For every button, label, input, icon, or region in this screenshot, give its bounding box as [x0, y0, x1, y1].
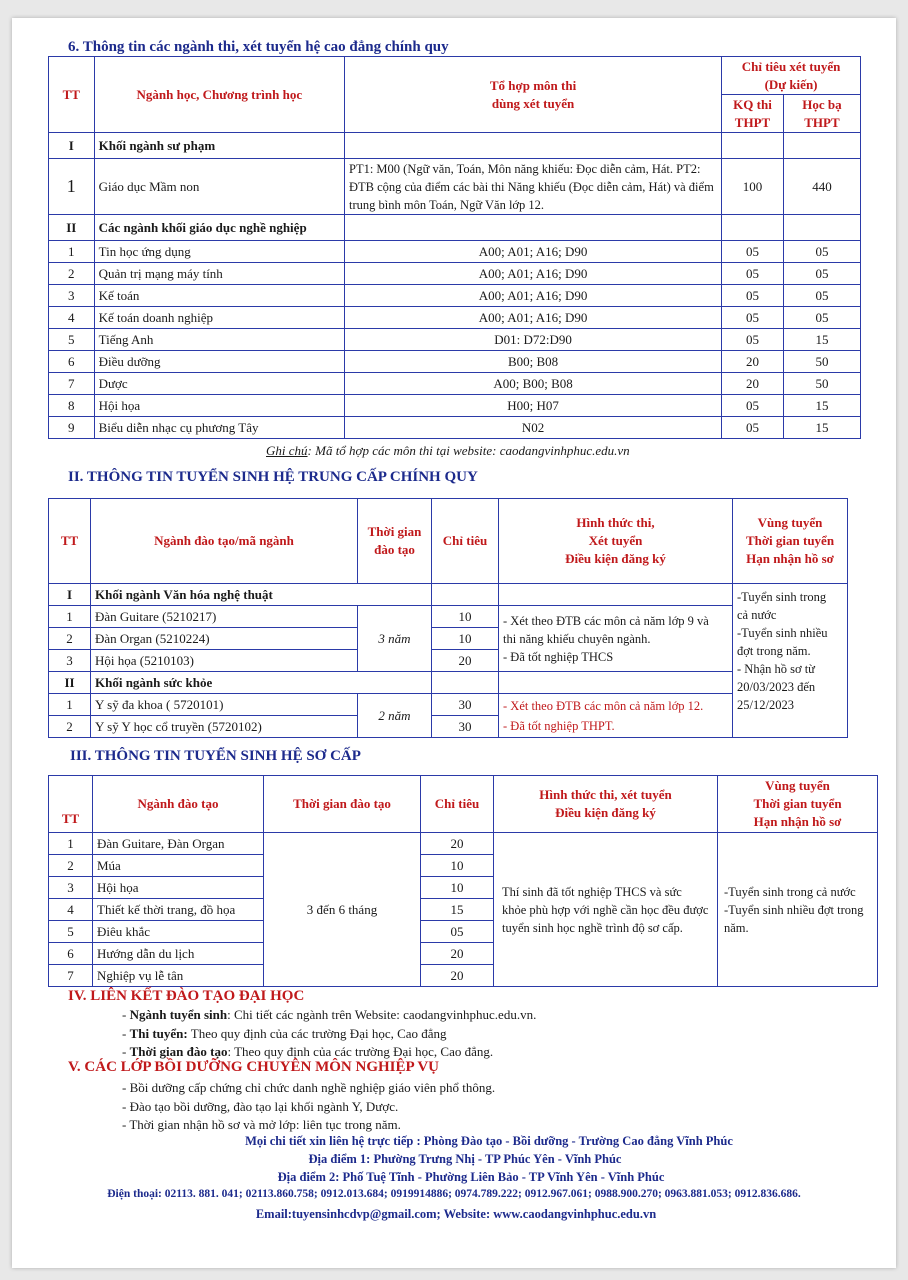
cell-hb: 05	[783, 307, 860, 329]
header-quota: Chỉ tiêu	[421, 776, 494, 833]
college-table	[48, 56, 861, 439]
cell-kq: 20	[722, 373, 784, 395]
cell-tt: 2	[49, 263, 95, 285]
list-item: - Đào tạo bồi dưỡng, đào tạo lại khối ngành Y, Dược.	[122, 1099, 399, 1114]
cell-name: Kế toán doanh nghiệp	[94, 307, 344, 329]
header-region: Vùng tuyển Thời gian tuyển Hạn nhận hồ sơ	[718, 776, 878, 833]
cell-name: Múa	[93, 855, 264, 877]
group-row: I Khối ngành sư phạm	[49, 133, 861, 159]
header-form: Hình thức thi, xét tuyển Điều kiện đăng ký	[494, 776, 718, 833]
header-combination: Tổ hợp môn thi dùng xét tuyển	[345, 57, 722, 133]
table-row	[49, 241, 861, 263]
cell-combo: A00; A01; A16; D90	[345, 263, 722, 285]
list-item: - Thi tuyển: Theo quy định của các trường Đại học, Cao đẳng	[122, 1026, 447, 1041]
table-row	[49, 285, 861, 307]
cell-name: Hội họa	[94, 395, 344, 417]
form-cell: - Xét theo ĐTB các môn cả năm lớp 9 và thi năng khiếu chuyên ngành. - Đã tốt nghiệp THCS	[499, 606, 733, 672]
cell-hb: 50	[783, 373, 860, 395]
document-page	[12, 18, 896, 1268]
cell-tt: 1	[49, 833, 93, 855]
cell-name: Tin học ứng dụng	[94, 241, 344, 263]
table-row	[49, 373, 861, 395]
cell-tt: 4	[49, 899, 93, 921]
region-cell: -Tuyển sinh trong cả nước -Tuyển sinh nhiều đợt trong năm. - Nhận hồ sơ từ 20/03/2023 đến 25/12/2023	[733, 584, 848, 738]
cell-tt: 7	[49, 373, 95, 395]
cell-tt: 6	[49, 943, 93, 965]
cell-name: Nghiệp vụ lễ tân	[93, 965, 264, 987]
section-5-title: V. CÁC LỚP BỒI DƯỠNG CHUYÊN MÔN NGHIỆP VỤ	[68, 1059, 440, 1075]
section-3-title: III. THÔNG TIN TUYỂN SINH HỆ SƠ CẤP	[70, 748, 361, 764]
cell-name: Điêu khắc	[93, 921, 264, 943]
cell-name: Tiếng Anh	[94, 329, 344, 351]
cell-hb: 15	[783, 417, 860, 439]
group-row: II Khối ngành sức khỏe	[49, 672, 848, 694]
cell-combo: N02	[345, 417, 722, 439]
cell-name: Quản trị mạng máy tính	[94, 263, 344, 285]
region-cell: -Tuyển sinh trong cả nước -Tuyển sinh nhiều đợt trong năm.	[718, 833, 878, 987]
cell-quota: 10	[421, 855, 494, 877]
cell-hb: 50	[783, 351, 860, 373]
table-row	[49, 395, 861, 417]
header-tt: TT	[49, 776, 93, 833]
cell-tt: 9	[49, 417, 95, 439]
contact-address-1: Địa điểm 1: Phường Trưng Nhị - TP Phúc Yên - Vĩnh Phúc	[308, 1152, 622, 1166]
cell-combo: A00; A01; A16; D90	[345, 285, 722, 307]
cell-kq: 20	[722, 351, 784, 373]
table-row	[49, 263, 861, 285]
header-tt: TT	[49, 57, 95, 133]
header-kq-thpt: KQ thi THPT	[722, 95, 784, 133]
intermediate-table	[48, 498, 848, 738]
duration-cell: 3 năm	[358, 606, 432, 672]
section-2-title: II. THÔNG TIN TUYỂN SINH HỆ TRUNG CẤP CHÍNH QUY	[68, 469, 478, 485]
table-row: 1 Y sỹ đa khoa ( 5720101) 2 năm 30 - Xét theo ĐTB các môn cả năm lớp 12. - Đã tốt nghiệp THPT.	[49, 694, 848, 716]
cell-name: Biểu diễn nhạc cụ phương Tây	[94, 417, 344, 439]
cell-quota: 10	[421, 877, 494, 899]
cell-name: Kế toán	[94, 285, 344, 307]
cell-quota: 15	[421, 899, 494, 921]
cell-quota: 05	[421, 921, 494, 943]
section-6-title: 6. Thông tin các ngành thi, xét tuyển hệ cao đẳng chính quy	[68, 39, 449, 55]
elementary-table	[48, 775, 878, 987]
cell-name: Đàn Guitare, Đàn Organ	[93, 833, 264, 855]
cell-kq: 05	[722, 307, 784, 329]
cell-name: Dược	[94, 373, 344, 395]
contact-address-2: Địa điểm 2: Phố Tuệ Tĩnh - Phường Liên Bảo - TP Vĩnh Yên - Vĩnh Phúc	[277, 1170, 665, 1184]
header-form: Hình thức thi, Xét tuyển Điều kiện đăng ký	[499, 499, 733, 584]
cell-kq: 05	[722, 241, 784, 263]
cell-kq: 05	[722, 417, 784, 439]
header-duration: Thời gian đào tạo	[264, 776, 421, 833]
section-4-title: IV. LIÊN KẾT ĐÀO TẠO ĐẠI HỌC	[68, 988, 305, 1004]
table-row	[49, 329, 861, 351]
table-row: 2 Y sỹ Y học cổ truyền (5720102) 30	[49, 716, 848, 738]
form-cell: - Xét theo ĐTB các môn cả năm lớp 12. - Đã tốt nghiệp THPT.	[499, 694, 733, 738]
cell-quota: 20	[421, 943, 494, 965]
cell-combo: B00; B08	[345, 351, 722, 373]
group-row: II Các ngành khối giáo dục nghề nghiệp	[49, 215, 861, 241]
list-item: - Ngành tuyển sinh: Chi tiết các ngành trên Website: caodangvinhphuc.edu.vn.	[122, 1007, 537, 1022]
cell-combo: A00; A01; A16; D90	[345, 241, 722, 263]
list-item: - Thời gian đào tạo: Theo quy định của các trường Đại học, Cao đẳng.	[122, 1044, 494, 1059]
table-row: 2 Đàn Organ (5210224) 10	[49, 628, 848, 650]
contact-line: Mọi chi tiết xin liên hệ trực tiếp : Phòng Đào tạo - Bồi dưỡng - Trường Cao đẳng Vĩnh Phúc	[245, 1134, 733, 1148]
table-row: 3 Hội họa (5210103) 20	[49, 650, 848, 672]
cell-quota: 20	[421, 965, 494, 987]
form-cell: Thí sinh đã tốt nghiệp THCS và sức khỏe phù hợp với nghề cần học đều được tuyển sinh học nghề trình độ sơ cấp.	[494, 833, 718, 987]
header-major: Ngành đào tạo/mã ngành	[91, 499, 358, 584]
table-row: 1 Giáo dục Mầm non PT1: M00 (Ngữ văn, Toán, Môn năng khiếu: Đọc diễn cảm, Hát. PT2: ĐTB cộng của điểm các bài thi Năng khiếu (Đọc diễn cảm, Hát) và điểm trung bình môn Toán, Ngữ Văn lớp 12. 100 440	[49, 159, 861, 215]
cell-name: Điều dưỡng	[94, 351, 344, 373]
table-row	[49, 351, 861, 373]
contact-email-website: Email:tuyensinhcdvp@gmail.com; Website: www.caodangvinhphuc.edu.vn	[255, 1207, 657, 1221]
cell-tt: 5	[49, 329, 95, 351]
cell-tt: 3	[49, 285, 95, 307]
cell-hb: 15	[783, 395, 860, 417]
header-region: Vùng tuyển Thời gian tuyển Hạn nhận hồ sơ	[733, 499, 848, 584]
cell-kq: 05	[722, 263, 784, 285]
table-row	[49, 307, 861, 329]
cell-name: Thiết kế thời trang, đồ họa	[93, 899, 264, 921]
header-quota: Chỉ tiêu	[432, 499, 499, 584]
table-row	[49, 833, 878, 855]
contact-phone: Điện thoại: 02113. 881. 041; 02113.860.758; 0912.013.684; 0919914886; 0974.789.222; 0912.967.061; 0988.900.270; 0963.881.053; 0912.836.686.	[107, 1188, 801, 1200]
cell-name: Hướng dẫn du lịch	[93, 943, 264, 965]
cell-hb: 05	[783, 285, 860, 307]
cell-combo: A00; A01; A16; D90	[345, 307, 722, 329]
cell-tt: 2	[49, 855, 93, 877]
header-major: Ngành đào tạo	[93, 776, 264, 833]
cell-tt: 3	[49, 877, 93, 899]
duration-cell: 3 đến 6 tháng	[264, 833, 421, 987]
header-duration: Thời gian đào tạo	[358, 499, 432, 584]
cell-hb: 15	[783, 329, 860, 351]
cell-tt: 8	[49, 395, 95, 417]
group-row: I Khối ngành Văn hóa nghệ thuật -Tuyển sinh trong cả nước -Tuyển sinh nhiều đợt trong năm. - Nhận hồ sơ từ 20/03/2023 đến 25/12/2023	[49, 584, 848, 606]
cell-kq: 05	[722, 285, 784, 307]
header-tt: TT	[49, 499, 91, 584]
header-quota: Chỉ tiêu xét tuyển (Dự kiến)	[722, 57, 861, 95]
cell-combo: H00; H07	[345, 395, 722, 417]
cell-quota: 20	[421, 833, 494, 855]
cell-combo: A00; B00; B08	[345, 373, 722, 395]
cell-tt: 1	[49, 241, 95, 263]
cell-tt: 5	[49, 921, 93, 943]
table-row: 1 Đàn Guitare (5210217) 3 năm 10 - Xét theo ĐTB các môn cả năm lớp 9 và thi năng khiếu chuyên ngành. - Đã tốt nghiệp THCS	[49, 606, 848, 628]
list-item: - Thời gian nhận hồ sơ và mở lớp: liên tục trong năm.	[122, 1117, 401, 1132]
cell-name: Hội họa	[93, 877, 264, 899]
cell-tt: 6	[49, 351, 95, 373]
cell-tt: 4	[49, 307, 95, 329]
cell-kq: 05	[722, 395, 784, 417]
list-item: - Bồi dưỡng cấp chứng chỉ chức danh nghề nghiệp giáo viên phổ thông.	[122, 1080, 496, 1095]
cell-tt: 7	[49, 965, 93, 987]
duration-cell: 2 năm	[358, 694, 432, 738]
cell-hb: 05	[783, 241, 860, 263]
cell-hb: 05	[783, 263, 860, 285]
note: Ghi chú: Mã tổ hợp các môn thi tại website: caodangvinhphuc.edu.vn	[266, 443, 630, 458]
cell-kq: 05	[722, 329, 784, 351]
header-hoc-ba: Học bạ THPT	[783, 95, 860, 133]
cell-combo: D01: D72:D90	[345, 329, 722, 351]
header-major: Ngành học, Chương trình học	[94, 57, 344, 133]
table-row	[49, 417, 861, 439]
